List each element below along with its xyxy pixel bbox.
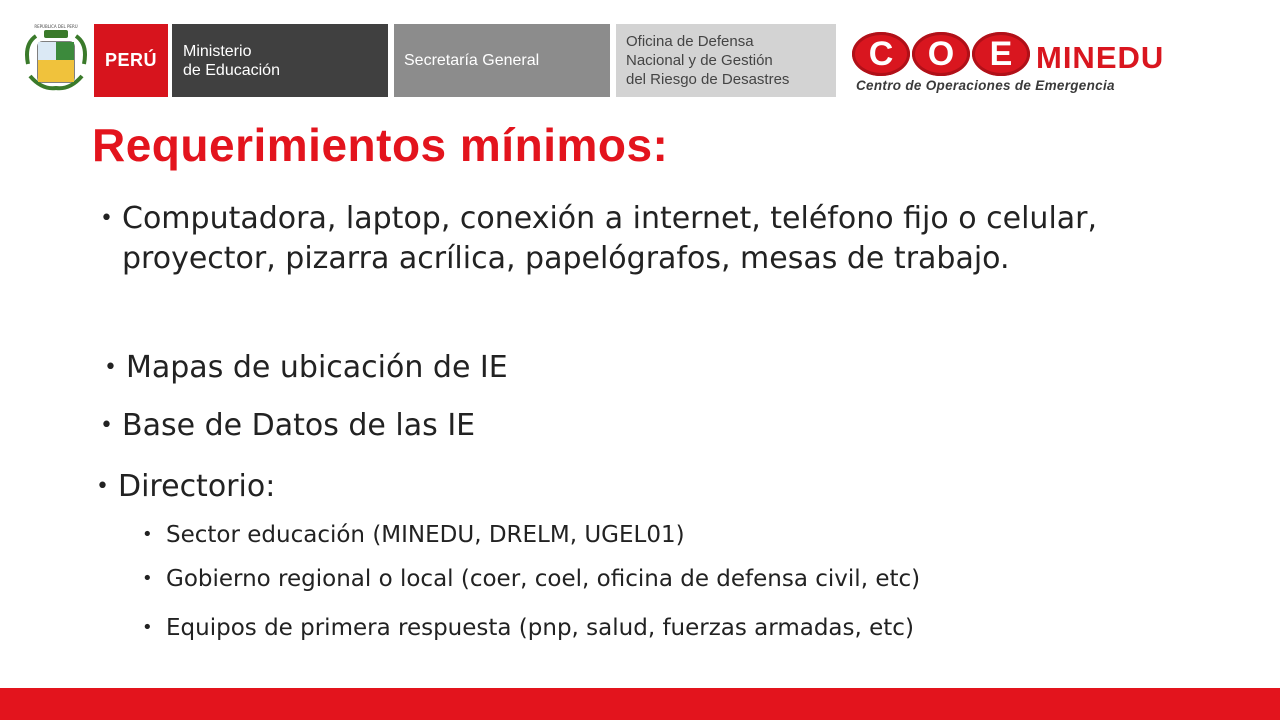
- bullet-text: Mapas de ubicación de IE: [126, 350, 508, 385]
- sub-bullet-item: [142, 612, 914, 644]
- bullet-dot: •: [100, 413, 113, 438]
- bullet-item: [100, 199, 1140, 279]
- coe-letter-o: O: [912, 32, 970, 76]
- sub-bullet-text: Sector educación (MINEDU, DRELM, UGEL01): [166, 522, 685, 548]
- sub-bullet-text: Gobierno regional o local (coer, coel, oficina de defensa civil, etc): [166, 566, 921, 592]
- bullet-item: [104, 348, 508, 388]
- ministerio-logo-block: [172, 24, 388, 97]
- bullet-text: Directorio:: [118, 469, 276, 504]
- footer-bar: [0, 688, 1280, 720]
- peru-label: PERÚ: [104, 50, 157, 70]
- sub-bullet-dot: •: [142, 568, 153, 589]
- slide-title: Requerimientos mínimos:: [92, 119, 669, 171]
- oficina-logo-block: [616, 24, 836, 97]
- ministerio-label: Ministerio de Educación: [183, 43, 280, 79]
- crest-text: REPÚBLICA DEL PERÚ: [34, 24, 78, 29]
- bullet-item: [100, 406, 475, 446]
- oficina-label: Oficina de Defensa Nacional y de Gestión del Riesgo de Desastres: [626, 33, 790, 88]
- bullet-dot: •: [100, 206, 113, 231]
- secretaria-label: Secretaría General: [404, 52, 540, 69]
- sub-bullet-item: [142, 519, 685, 551]
- sub-bullet-item: [142, 563, 920, 595]
- peru-coat-of-arms-icon: [22, 24, 90, 94]
- sub-bullet-text: Equipos de primera respuesta (pnp, salud, fuerzas armadas, etc): [166, 615, 914, 641]
- coe-minedu-logo: [852, 30, 1192, 98]
- sub-bullet-dot: •: [142, 524, 153, 545]
- peru-logo-block: [94, 24, 168, 97]
- bullet-dot: •: [96, 474, 109, 499]
- bullet-text: Computadora, laptop, conexión a internet, teléfono fijo o celular, proyector, pizarra acrílica, papelógrafos, mesas de trabajo.: [122, 201, 1098, 276]
- bullet-text: Base de Datos de las IE: [122, 408, 476, 443]
- coe-letter-e: E: [972, 32, 1030, 76]
- bullet-dot: •: [104, 355, 117, 380]
- secretaria-logo-block: [394, 24, 610, 97]
- sub-bullet-dot: •: [142, 617, 153, 638]
- coe-subtitle: Centro de Operaciones de Emergencia: [856, 78, 1115, 93]
- bullet-item: [96, 467, 275, 507]
- coe-letter-c: C: [852, 32, 910, 76]
- coe-minedu-label: MINEDU: [1036, 40, 1165, 75]
